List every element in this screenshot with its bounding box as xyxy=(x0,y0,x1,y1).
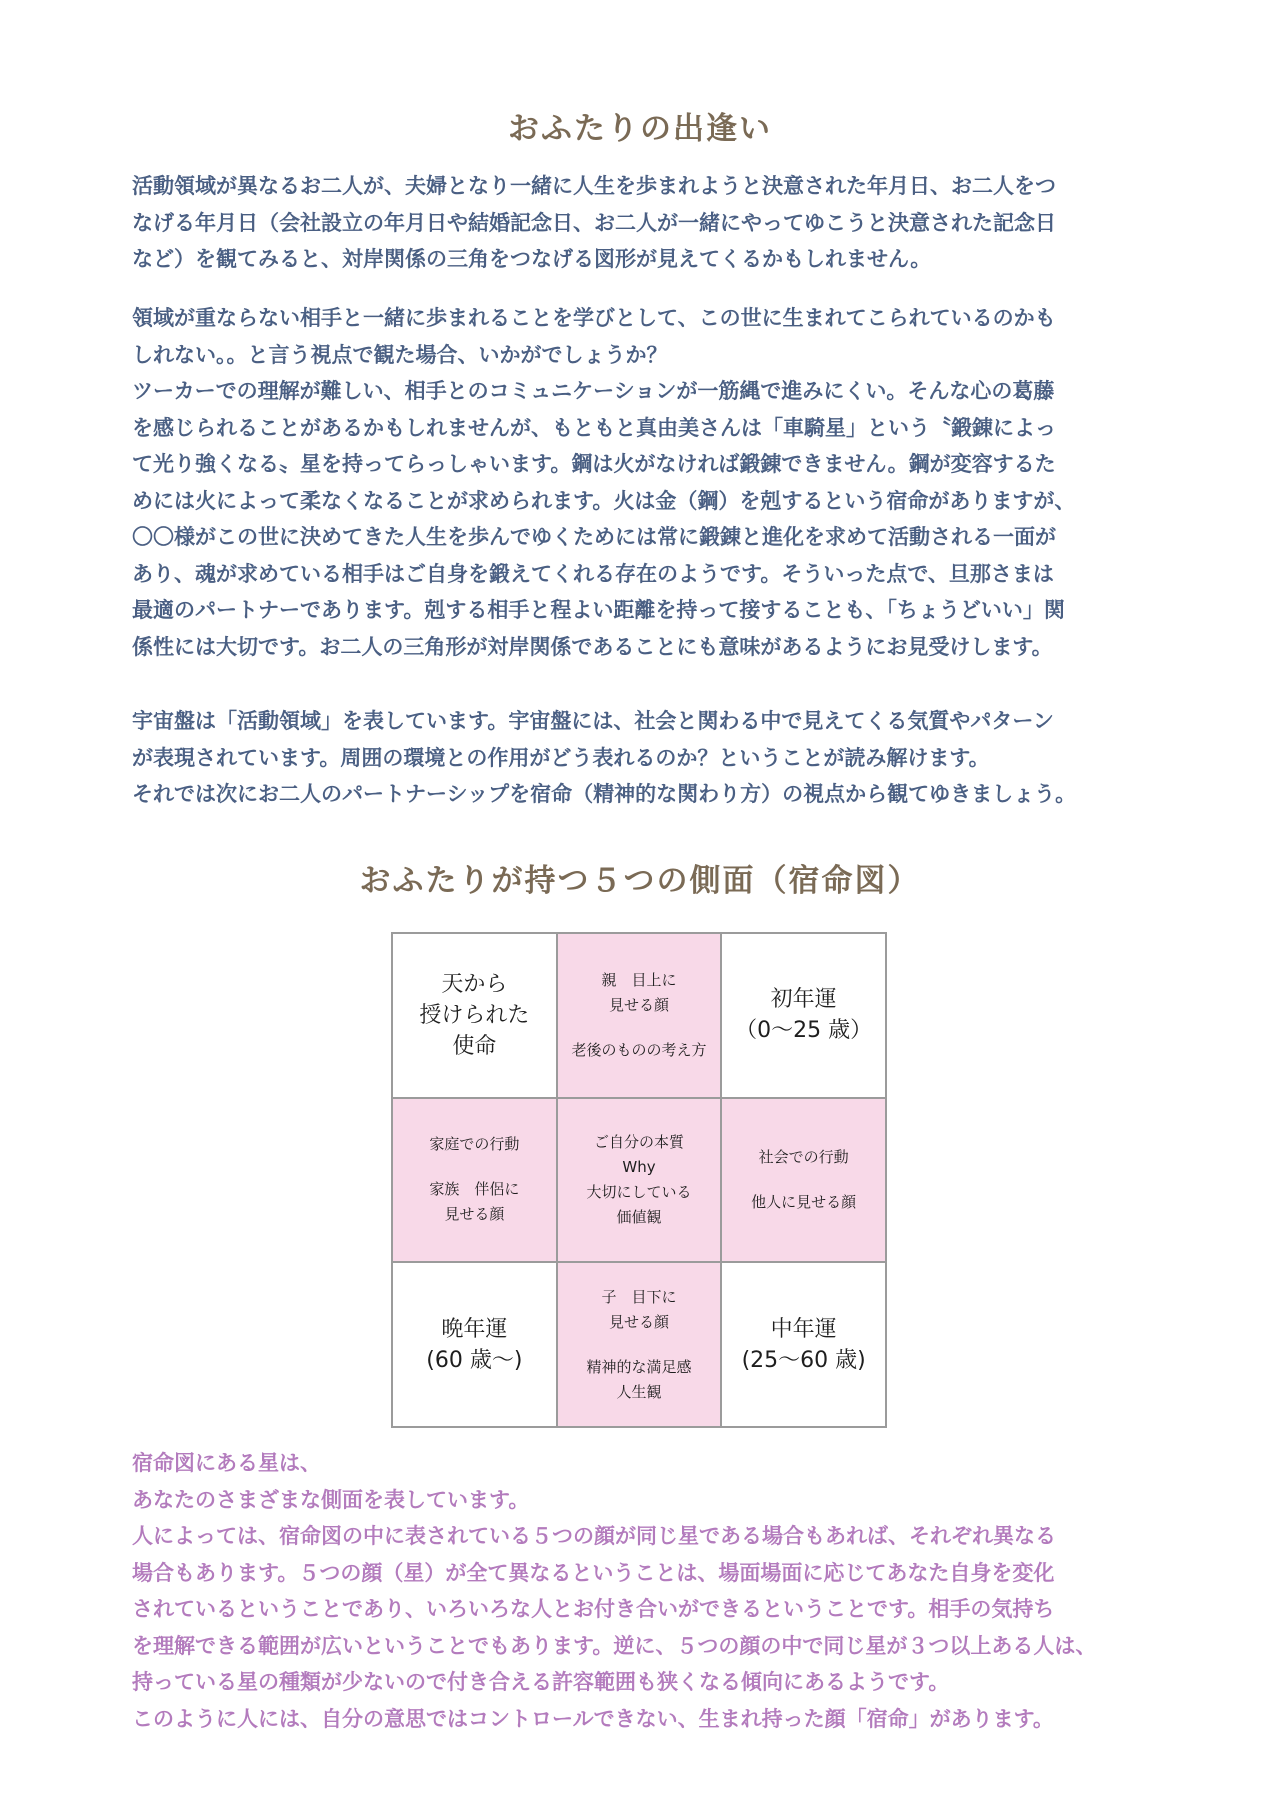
grid-cell-bottom-left xyxy=(392,1262,557,1427)
text-line: それでは次にお二人のパートナーシップを宿命（精神的な関わり方）の視点から観てゆきましょう。 xyxy=(132,782,1077,806)
cell-text: (25～60 歳) xyxy=(741,1347,866,1373)
text-line: このように人には、自分の意思ではコントロールできない、生まれ持った顔「宿命」があります。 xyxy=(132,1706,1054,1731)
grid-cell-bottom-center xyxy=(557,1262,722,1427)
cell-text: 家庭での行動 xyxy=(429,1135,520,1154)
text-line: 場合もあります。５つの顔（星）が全て異なるということは、場面場面に応じてあなた自身を変化 xyxy=(132,1560,1055,1585)
text-line: 宿命図にある星は、 xyxy=(132,1451,321,1475)
text-line: を理解できる範囲が広いということでもあります。逆に、５つの顔の中で同じ星が３つ以上ある人は、 xyxy=(132,1633,1097,1658)
section-title-five-aspects: おふたりが持つ５つの側面（宿命図） xyxy=(359,863,921,899)
paragraph-meeting-2 xyxy=(132,300,1162,665)
cell-text: 人生観 xyxy=(616,1382,662,1401)
text-line: あり、魂が求めている相手はご自身を鍛えてくれる存在のようです。そういった点で、旦那さまは xyxy=(132,561,1054,586)
text-line: 最適のパートナーであります。剋する相手と程よい距離を持って接することも、「ちょうどいい」関 xyxy=(132,598,1065,622)
cell-text: （0～25 歳） xyxy=(735,1018,873,1044)
text-line: 係性には大切です。お二人の三角形が対岸関係であることにも意味があるようにお見受けします。 xyxy=(132,634,1053,659)
text-line: あなたのさまざまな側面を表しています。 xyxy=(132,1487,530,1512)
text-line: されているということであり、いろいろな人とお付き合いができるということです。相手の気持ち xyxy=(132,1597,1055,1621)
text-line: 持っている星の種類が少ないので付き合える許容範囲も狭くなる傾向にあるようです。 xyxy=(132,1670,950,1694)
cell-text: 社会での行動 xyxy=(758,1147,849,1166)
grid-cell-top-center xyxy=(557,933,722,1098)
grid-cell-bottom-right xyxy=(721,1262,886,1427)
cell-text: 中年運 xyxy=(770,1316,837,1342)
text-line: 領域が重ならない相手と一緒に歩まれることを学びとして、この世に生まれてこられているのかも xyxy=(132,306,1056,330)
grid-cell-center xyxy=(557,1098,722,1263)
text-line: 活動領域が異なるお二人が、夫婦となり一緒に人生を歩まれようと決意された年月日、お二人をつ xyxy=(132,174,1056,198)
text-line: 人によっては、宿命図の中に表されている５つの顔が同じ星である場合もあれば、それぞれ異なる xyxy=(132,1524,1056,1548)
cell-text: 初年運 xyxy=(770,987,837,1013)
cell-text: 子 目下に xyxy=(601,1287,677,1306)
text-line: を感じられることがあるかもしれませんが、もともと真由美さんは「車騎星」という〝鍛錬によっ xyxy=(132,415,1056,440)
grid-cell-top-right xyxy=(721,933,886,1098)
text-line: ツーカーでの理解が難しい、相手とのコミュニケーションが一筋縄で進みにくい。そんな心の葛藤 xyxy=(132,379,1055,403)
paragraph-meeting-1 xyxy=(132,168,1162,278)
cell-text: ご自分の本質 xyxy=(593,1132,684,1151)
destiny-chart-grid xyxy=(391,932,887,1428)
cell-text: Why xyxy=(622,1157,656,1176)
cell-text: 授けられた xyxy=(419,1002,530,1028)
cell-text: 価値観 xyxy=(616,1207,662,1226)
cell-text: 他人に見せる顔 xyxy=(751,1192,857,1211)
text-line: が表現されています。周囲の環境との作用がどう表れるのか？ということが読み解けます。 xyxy=(132,745,990,770)
cell-text: 大切にしている xyxy=(586,1182,692,1201)
text-line: など）を観てみると、対岸関係の三角をつなげる図形が見えてくるかもしれません。 xyxy=(132,247,932,271)
cell-text: 見せる顔 xyxy=(608,995,669,1014)
paragraph-meeting-3 xyxy=(132,703,1162,813)
cell-text: 晩年運 xyxy=(441,1316,508,1342)
cell-text: 見せる顔 xyxy=(608,1312,669,1331)
text-line: なげる年月日（会社設立の年月日や結婚記念日、お二人が一緒にやってゆこうと決意された記念日 xyxy=(132,210,1056,235)
text-line: 宇宙盤は「活動領域」を表しています。宇宙盤には、社会と関わる中で見えてくる気質やパターン xyxy=(132,709,1054,733)
grid-cell-mid-right xyxy=(721,1098,886,1263)
section-title-meeting: おふたりの出逢い xyxy=(508,111,772,147)
cell-text: 親 目上に xyxy=(601,970,677,989)
cell-text: 使命 xyxy=(452,1033,497,1059)
text-line: て光り強くなる〟星を持ってらっしゃいます。鋼は火がなければ鍛錬できません。鋼が変容するた xyxy=(132,452,1056,476)
cell-text: 老後のものの考え方 xyxy=(571,1040,707,1059)
text-line: 〇〇様がこの世に決めてきた人生を歩んでゆくためには常に鍛錬と進化を求めて活動される一面が xyxy=(132,525,1056,549)
text-line: しれない。。と言う視点で観た場合、いかがでしょうか？ xyxy=(132,342,668,367)
cell-text: 見せる顔 xyxy=(444,1205,505,1224)
grid-cell-mid-left xyxy=(392,1098,557,1263)
text-line: めには火によって柔なくなることが求められます。火は金（鋼）を剋するという宿命がありますが、 xyxy=(132,488,1076,513)
cell-text: 家族 伴侶に xyxy=(429,1180,520,1199)
cell-text: 天から xyxy=(441,971,508,997)
cell-text: (60 歳～) xyxy=(426,1347,523,1373)
grid-cell-top-left xyxy=(392,933,557,1098)
cell-text: 精神的な満足感 xyxy=(586,1357,692,1376)
paragraph-destiny xyxy=(132,1445,1162,1737)
